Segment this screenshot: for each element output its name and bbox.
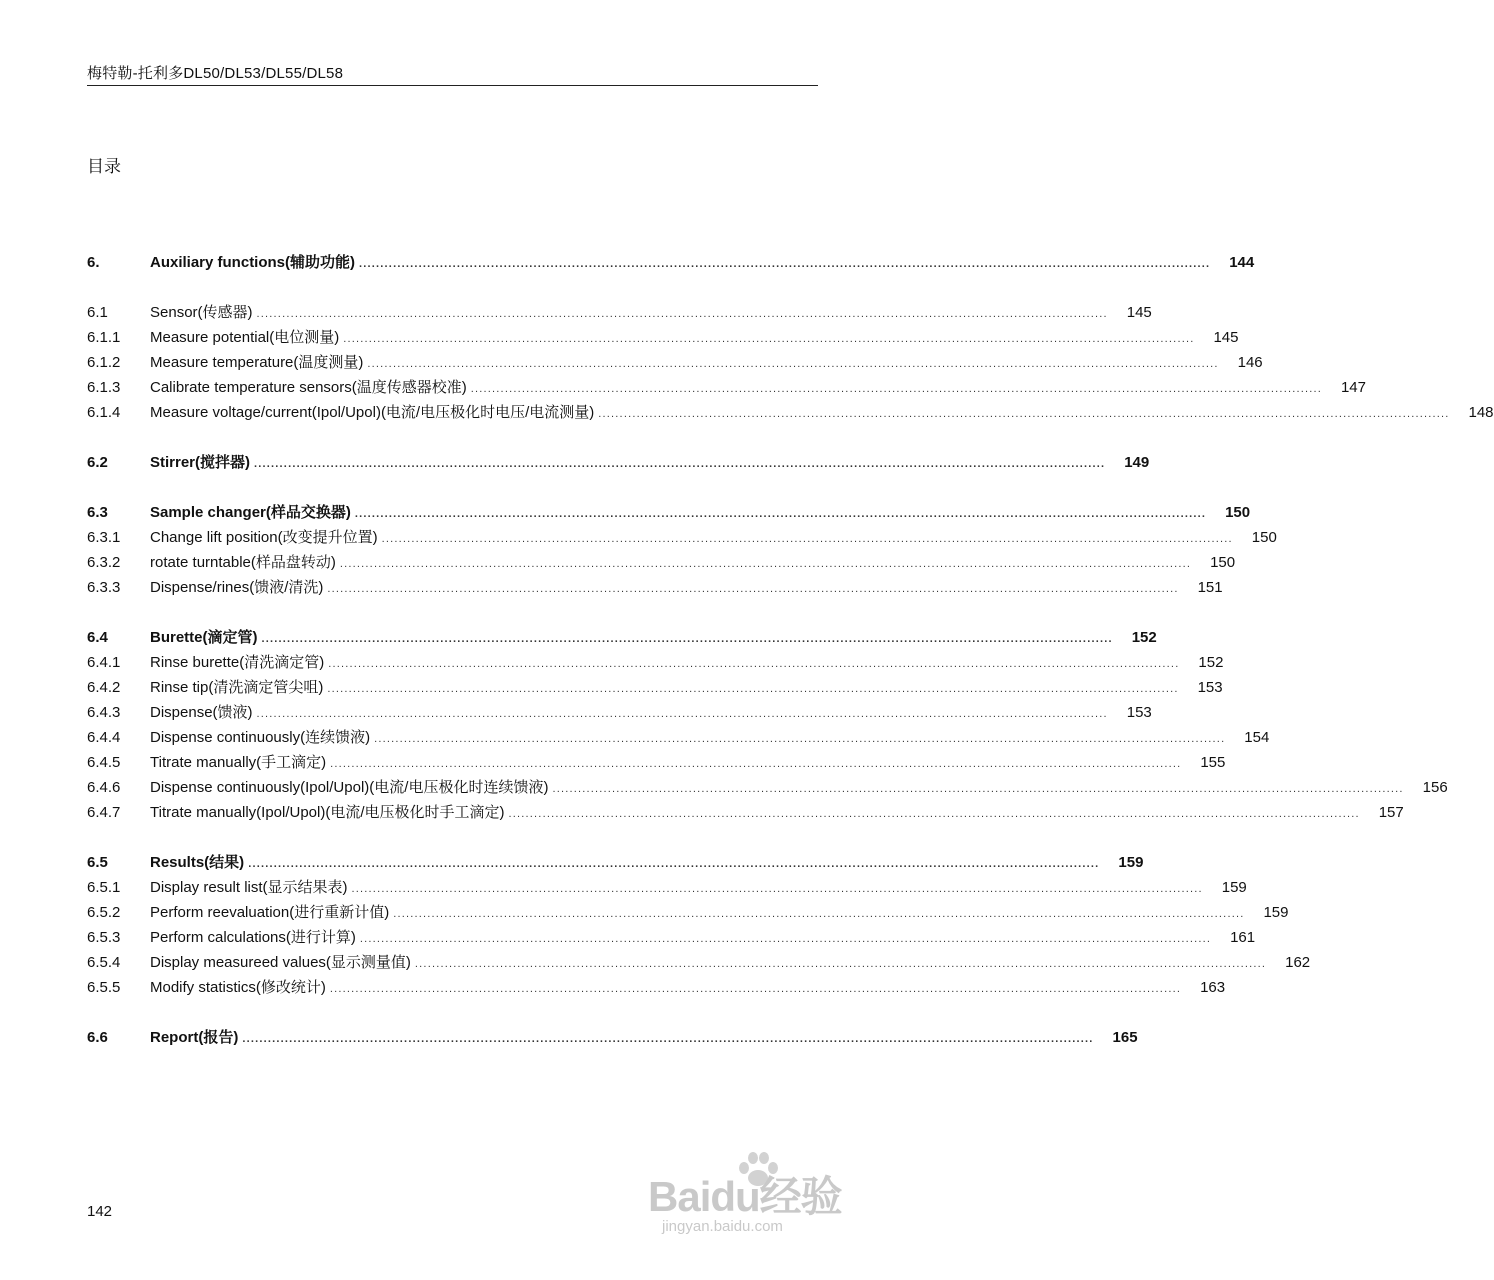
- toc-entry: [87, 525, 1277, 550]
- toc-entry: [87, 550, 1236, 575]
- toc-entry-number: 6.1: [87, 304, 108, 321]
- toc-dot-leader: ........................................................................................................................................................................................................: [256, 308, 1108, 320]
- toc-entry-title: Dispense(馈液): [150, 704, 253, 721]
- toc-dot-leader: ........................................................................................................................................................................................................: [351, 883, 1203, 895]
- toc-dot-leader: ........................................................................................................................................................................................................: [261, 633, 1113, 645]
- toc-entry-title: Measure potential(电位测量): [150, 329, 340, 346]
- toc-entry: [87, 350, 1263, 375]
- toc-entry-page: 149: [1124, 454, 1150, 471]
- toc-entry-title: Stirrer(搅拌器): [150, 454, 251, 471]
- toc-entry-title: Perform reevaluation(进行重新计值): [150, 904, 390, 921]
- toc-entry-title-wrap: [150, 375, 1322, 402]
- toc-entry-number: 6.3: [87, 504, 108, 521]
- toc-dot-leader: ........................................................................................................................................................................................................: [393, 908, 1245, 920]
- toc-entry: [87, 775, 1448, 800]
- toc-entry-number: 6.4: [87, 629, 108, 646]
- toc-entry-number: 6.4.4: [87, 729, 121, 746]
- table-of-contents: [87, 250, 1494, 1050]
- toc-entry-title: Display measureed values(显示测量值): [150, 954, 411, 971]
- toc-entry-title: Sensor(传感器): [150, 304, 253, 321]
- toc-entry-number: 6.: [87, 254, 100, 271]
- toc-entry-page: 156: [1422, 779, 1448, 796]
- toc-entry-title-wrap: [150, 850, 1099, 877]
- toc-entry: [87, 300, 1152, 325]
- toc-entry-title: Dispense continuously(Ipol/Upol)(电流/电压极化时连续馈液): [150, 779, 549, 796]
- toc-entry: [87, 1025, 1138, 1050]
- toc-dot-leader: ........................................................................................................................................................................................................: [327, 583, 1179, 595]
- toc-entry-number: 6.4.1: [87, 654, 121, 671]
- toc-dot-leader: ........................................................................................................................................................................................................: [359, 933, 1212, 945]
- toc-dot-leader: ........................................................................................................................................................................................................: [242, 1033, 1094, 1045]
- toc-entry-title: Modify statistics(修改统计): [150, 979, 326, 996]
- toc-entry-page: 152: [1198, 654, 1224, 671]
- toc-dot-leader: ........................................................................................................................................................................................................: [552, 783, 1404, 795]
- toc-entry-title: Rinse tip(清洗滴定管尖咀): [150, 679, 324, 696]
- toc-entry-page: 150: [1210, 554, 1236, 571]
- page-number: 142: [87, 1203, 113, 1220]
- toc-entry-number: 6.2: [87, 454, 108, 471]
- toc-entry-number: 6.3.3: [87, 579, 121, 596]
- toc-dot-leader: ........................................................................................................................................................................................................: [256, 708, 1108, 720]
- toc-entry: [87, 450, 1150, 475]
- toc-entry-page: 159: [1263, 904, 1289, 921]
- watermark-brand: Baidu经验: [648, 1173, 842, 1220]
- toc-entry-title: Perform calculations(进行计算): [150, 929, 356, 946]
- toc-entry: [87, 950, 1311, 975]
- toc-entry-title: Titrate manually(手工滴定): [150, 754, 327, 771]
- toc-entry-page: 157: [1378, 804, 1404, 821]
- toc-entry-page: 161: [1230, 929, 1256, 946]
- toc-entry-title-wrap: [150, 650, 1179, 677]
- toc-entry-page: 145: [1126, 304, 1152, 321]
- toc-entry: [87, 325, 1239, 350]
- toc-entry-page: 151: [1197, 579, 1223, 596]
- toc-entry: [87, 925, 1256, 950]
- toc-entry-title: Calibrate temperature sensors(温度传感器校准): [150, 379, 467, 396]
- toc-entry-number: 6.5.1: [87, 879, 121, 896]
- document-header-title: 梅特勒-托利多DL50/DL53/DL55/DL58: [87, 65, 344, 82]
- toc-dot-leader: ........................................................................................................................................................................................................: [339, 558, 1192, 570]
- toc-entry-page: 155: [1200, 754, 1226, 771]
- toc-entry: [87, 650, 1224, 675]
- toc-dot-leader: ........................................................................................................................................................................................................: [354, 508, 1207, 520]
- toc-entry-number: 6.4.5: [87, 754, 121, 771]
- toc-entry-title: Display result list(显示结果表): [150, 879, 348, 896]
- toc-entry-page: 153: [1197, 679, 1223, 696]
- toc-entry-title: Results(结果): [150, 854, 245, 871]
- toc-entry-title-wrap: [150, 575, 1179, 602]
- toc-entry-title-wrap: [150, 525, 1233, 552]
- toc-entry-page: 150: [1251, 529, 1277, 546]
- toc-dot-leader: ........................................................................................................................................................................................................: [470, 383, 1322, 395]
- toc-entry-title: rotate turntable(样品盘转动): [150, 554, 336, 571]
- toc-entry-title-wrap: [150, 300, 1108, 327]
- toc-entry-number: 6.5: [87, 854, 108, 871]
- toc-entry-title-wrap: [150, 800, 1360, 827]
- toc-entry: [87, 375, 1366, 400]
- toc-entry-title: Measure temperature(温度测量): [150, 354, 364, 371]
- toc-entry-title: Auxiliary functions(辅助功能): [150, 254, 356, 271]
- toc-entry: [87, 875, 1247, 900]
- toc-entry-title-wrap: [150, 700, 1108, 727]
- toc-heading: 目录: [87, 157, 121, 176]
- toc-entry-title-wrap: [150, 975, 1181, 1002]
- toc-entry-page: 153: [1126, 704, 1152, 721]
- toc-entry: [87, 750, 1226, 775]
- toc-dot-leader: ........................................................................................................................................................................................................: [381, 533, 1233, 545]
- toc-entry-title: Sample changer(样品交换器): [150, 504, 351, 521]
- toc-dot-leader: ........................................................................................................................................................................................................: [248, 858, 1100, 870]
- toc-entry-page: 154: [1244, 729, 1270, 746]
- toc-entry: [87, 250, 1255, 275]
- toc-entry-title-wrap: [150, 725, 1225, 752]
- toc-entry-title-wrap: [150, 450, 1105, 477]
- toc-entry-number: 6.1.2: [87, 354, 121, 371]
- toc-entry-title-wrap: [150, 400, 1450, 427]
- toc-entry-title-wrap: [150, 550, 1191, 577]
- toc-entry-number: 6.1.4: [87, 404, 121, 421]
- toc-dot-leader: ........................................................................................................................................................................................................: [367, 358, 1219, 370]
- toc-entry-page: 163: [1200, 979, 1226, 996]
- toc-entry-title-wrap: [150, 675, 1179, 702]
- toc-entry-page: 148: [1468, 404, 1494, 421]
- toc-entry-title: Dispense continuously(连续馈液): [150, 729, 371, 746]
- toc-entry-number: 6.3.1: [87, 529, 121, 546]
- toc-entry-page: 165: [1112, 1029, 1138, 1046]
- toc-entry-title-wrap: [150, 775, 1404, 802]
- toc-dot-leader: ........................................................................................................................................................................................................: [329, 983, 1182, 995]
- toc-dot-leader: ........................................................................................................................................................................................................: [598, 408, 1450, 420]
- toc-entry: [87, 625, 1157, 650]
- toc-entry-title: Report(报告): [150, 1029, 239, 1046]
- toc-entry-page: 146: [1237, 354, 1263, 371]
- toc-entry-title-wrap: [150, 950, 1266, 977]
- toc-entry: [87, 800, 1404, 825]
- toc-entry-title: Titrate manually(Ipol/Upol)(电流/电压极化时手工滴定): [150, 804, 505, 821]
- toc-entry: [87, 675, 1223, 700]
- toc-entry-title-wrap: [150, 875, 1203, 902]
- toc-entry-number: 6.1.1: [87, 329, 121, 346]
- toc-entry-page: 147: [1340, 379, 1366, 396]
- toc-entry-page: 150: [1225, 504, 1251, 521]
- toc-entry-page: 145: [1213, 329, 1239, 346]
- toc-entry-page: 159: [1118, 854, 1144, 871]
- header-divider: [87, 85, 818, 86]
- toc-dot-leader: ........................................................................................................................................................................................................: [330, 758, 1182, 770]
- toc-entry-page: 152: [1131, 629, 1157, 646]
- toc-entry-title-wrap: [150, 250, 1210, 277]
- toc-entry-number: 6.1.3: [87, 379, 121, 396]
- toc-entry-title-wrap: [150, 900, 1244, 927]
- toc-entry-number: 6.4.3: [87, 704, 121, 721]
- toc-entry: [87, 850, 1144, 875]
- toc-entry: [87, 500, 1251, 525]
- baidu-watermark: [640, 1150, 860, 1260]
- toc-entry-title-wrap: [150, 350, 1219, 377]
- toc-entry-number: 6.4.2: [87, 679, 121, 696]
- toc-dot-leader: ........................................................................................................................................................................................................: [359, 258, 1211, 270]
- toc-dot-leader: ........................................................................................................................................................................................................: [254, 458, 1106, 470]
- toc-entry: [87, 700, 1152, 725]
- toc-dot-leader: ........................................................................................................................................................................................................: [343, 333, 1195, 345]
- toc-entry-number: 6.4.6: [87, 779, 121, 796]
- toc-entry-number: 6.5.3: [87, 929, 121, 946]
- toc-entry-title-wrap: [150, 925, 1211, 952]
- toc-dot-leader: ........................................................................................................................................................................................................: [508, 808, 1360, 820]
- toc-entry-title-wrap: [150, 325, 1194, 352]
- toc-entry-title: Rinse burette(清洗滴定管): [150, 654, 325, 671]
- toc-entry-title: Change lift position(改变提升位置): [150, 529, 378, 546]
- toc-entry-page: 159: [1221, 879, 1247, 896]
- toc-entry: [87, 400, 1494, 425]
- toc-entry-title: Burette(滴定管): [150, 629, 258, 646]
- toc-entry-number: 6.5.2: [87, 904, 121, 921]
- toc-entry-title-wrap: [150, 500, 1206, 527]
- toc-dot-leader: ........................................................................................................................................................................................................: [414, 958, 1267, 970]
- toc-entry-number: 6.6: [87, 1029, 108, 1046]
- toc-entry-page: 144: [1229, 254, 1255, 271]
- watermark-url: jingyan.baidu.com: [662, 1218, 783, 1235]
- toc-entry: [87, 725, 1270, 750]
- toc-entry: [87, 575, 1223, 600]
- toc-entry-title: Dispense/rines(馈液/清洗): [150, 579, 324, 596]
- toc-dot-leader: ........................................................................................................................................................................................................: [328, 658, 1180, 670]
- toc-entry-title: Measure voltage/current(Ipol/Upol)(电流/电压极化时电压/电流测量): [150, 404, 595, 421]
- toc-entry-number: 6.5.5: [87, 979, 121, 996]
- toc-entry: [87, 975, 1226, 1000]
- toc-entry-number: 6.4.7: [87, 804, 121, 821]
- toc-entry-number: 6.3.2: [87, 554, 121, 571]
- toc-dot-leader: ........................................................................................................................................................................................................: [327, 683, 1179, 695]
- toc-entry-title-wrap: [150, 1025, 1094, 1052]
- toc-entry-page: 162: [1285, 954, 1311, 971]
- toc-entry-title-wrap: [150, 750, 1181, 777]
- toc-entry-title-wrap: [150, 625, 1113, 652]
- toc-entry: [87, 900, 1289, 925]
- toc-dot-leader: ........................................................................................................................................................................................................: [374, 733, 1226, 745]
- toc-entry-number: 6.5.4: [87, 954, 121, 971]
